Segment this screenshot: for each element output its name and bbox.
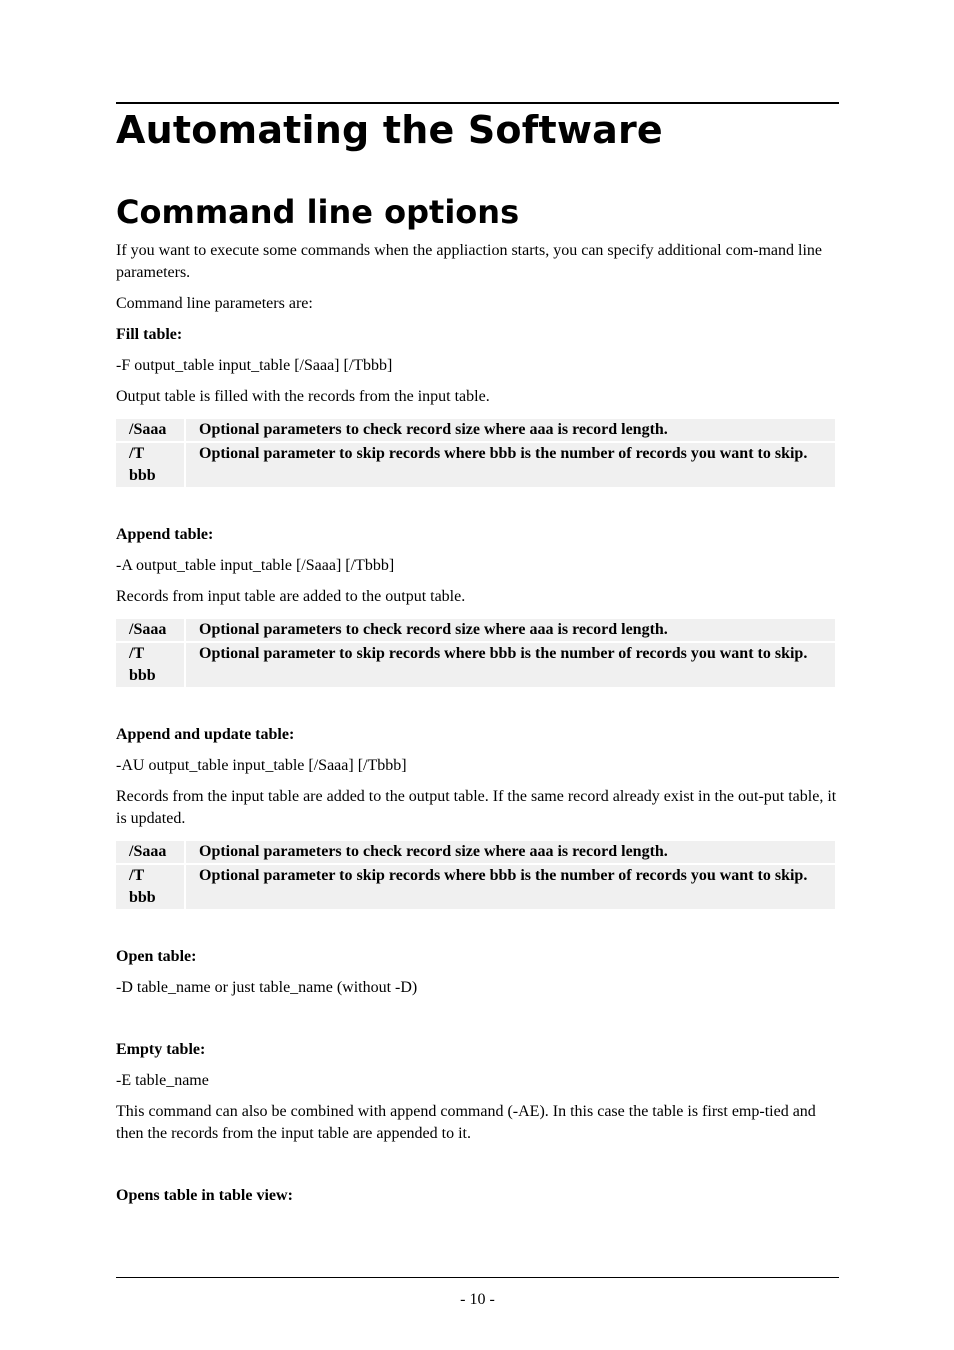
option-key: /T bbb [116,865,184,909]
append-update-title: Append and update table: [116,726,295,743]
table-row [116,419,835,441]
option-key: /Saaa [116,619,184,641]
table-row [116,619,835,641]
option-desc: Optional parameters to check record size where aaa is record length. [186,419,835,441]
chapter-title: Automating the Software [116,108,663,152]
append-table-title: Append table: [116,526,214,543]
option-desc: Optional parameter to skip records where bbb is the number of records you want to skip. [186,643,835,687]
option-desc: Optional parameter to skip records where bbb is the number of records you want to skip. [186,443,835,487]
empty-table-desc: This command can also be combined with append command (-AE). In this case the table is first emp-tied and then the records from the input table are appended to it. [116,1103,816,1142]
section-title: Command line options [116,193,520,231]
append-update-syntax: -AU output_table input_table [/Saaa] [/Tbbb] [116,757,407,774]
table-row [116,443,835,487]
footer-rule [116,1277,839,1278]
empty-table-syntax: -E table_name [116,1072,209,1089]
table-view-title: Opens table in table view: [116,1187,293,1204]
intro-paragraph: If you want to execute some commands when the appliaction starts, you can specify additional com-mand line parameters. [116,242,823,281]
option-key: /Saaa [116,419,184,441]
append-options-table [114,617,837,689]
option-desc: Optional parameters to check record size where aaa is record length. [186,841,835,863]
option-key: /Saaa [116,841,184,863]
append-update-desc: Records from the input table are added to the output table. If the same record already exist in the out-put table, it is updated. [116,788,837,827]
table-row [116,865,835,909]
append-update-options-table [114,839,837,911]
option-desc: Optional parameter to skip records where bbb is the number of records you want to skip. [186,865,835,909]
fill-table-syntax: -F output_table input_table [/Saaa] [/Tbbb] [116,357,393,374]
table-row [116,841,835,863]
empty-table-title: Empty table: [116,1041,206,1058]
fill-options-table [114,417,837,489]
option-desc: Optional parameters to check record size where aaa is record length. [186,619,835,641]
append-table-syntax: -A output_table input_table [/Saaa] [/Tbbb] [116,557,395,574]
fill-table-title: Fill table: [116,326,183,343]
option-key: /T bbb [116,643,184,687]
option-key: /T bbb [116,443,184,487]
open-table-title: Open table: [116,948,197,965]
table-row [116,643,835,687]
append-table-desc: Records from input table are added to the output table. [116,588,466,605]
intro-paragraph-2: Command line parameters are: [116,295,313,312]
header-rule [116,102,839,104]
main-content [116,240,839,1216]
page-number: - 10 - [460,1291,495,1308]
fill-table-desc: Output table is filled with the records from the input table. [116,388,490,405]
open-table-syntax: -D table_name or just table_name (without -D) [116,979,418,996]
